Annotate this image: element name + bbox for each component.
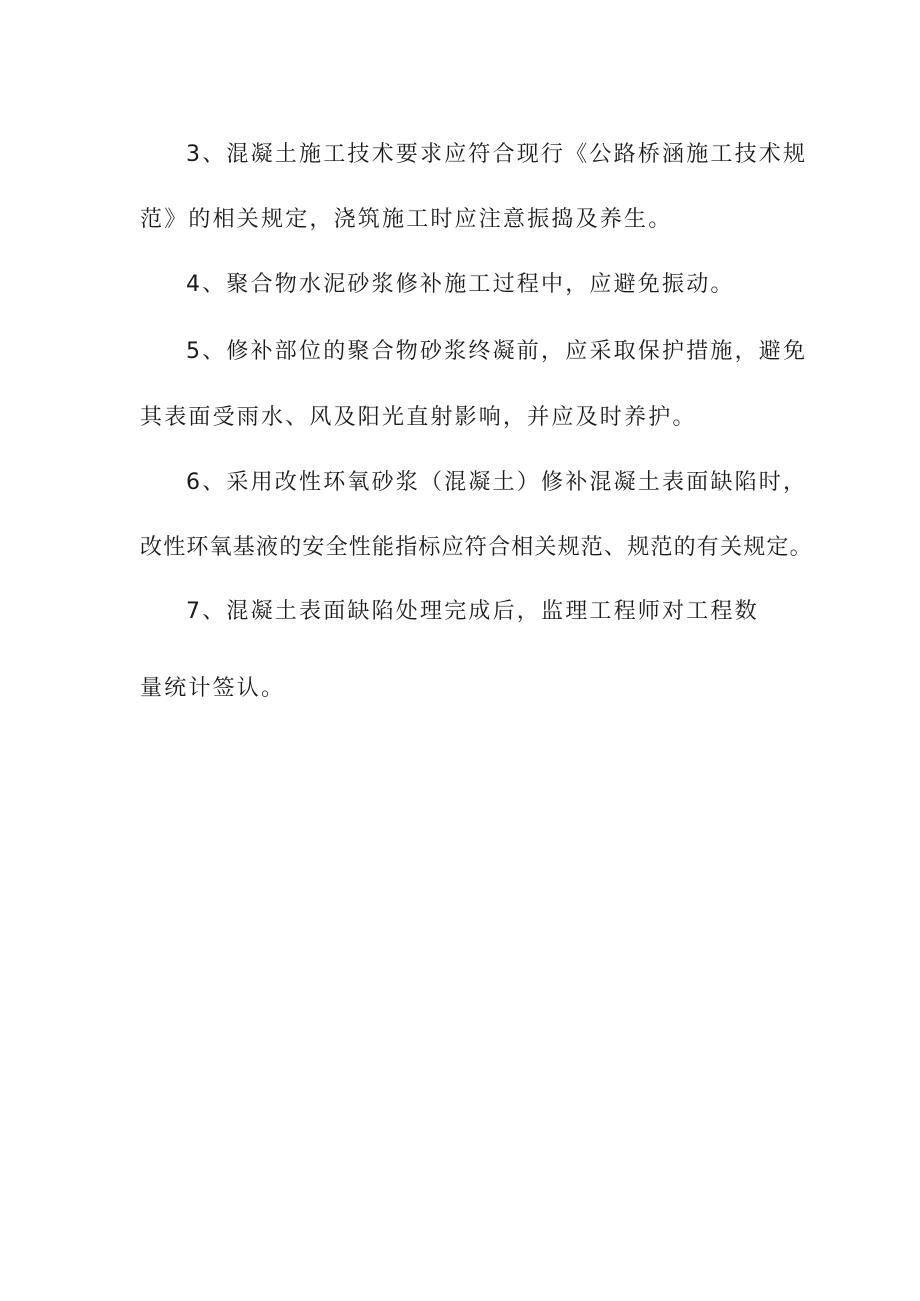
paragraph-3-line-2: 范》的相关规定，浇筑施工时应注意振捣及养生。 [140,207,673,232]
paragraph-6-line-1: 6、采用改性环氧砂浆（混凝土）修补混凝土表面缺陷时， [186,470,808,495]
paragraph-3-line-1: 3、混凝土施工技术要求应符合现行《公路桥涵施工技术规 [186,142,808,167]
paragraph-4-line-1: 4、聚合物水泥砂浆修补施工过程中，应避免振动。 [186,272,735,297]
paragraph-7-line-2: 量统计签认。 [140,676,286,701]
paragraph-5-line-1: 5、修补部位的聚合物砂浆终凝前，应采取保护措施，避免 [186,339,808,364]
paragraph-6-line-2: 改性环氧基液的安全性能指标应符合相关规范、规范的有关规定。 [140,535,813,560]
paragraph-7-line-1: 7、混凝土表面缺陷处理完成后，监理工程师对工程数 [186,599,759,624]
paragraph-5-line-2: 其表面受雨水、风及阳光直射影响，并应及时养护。 [140,405,697,430]
